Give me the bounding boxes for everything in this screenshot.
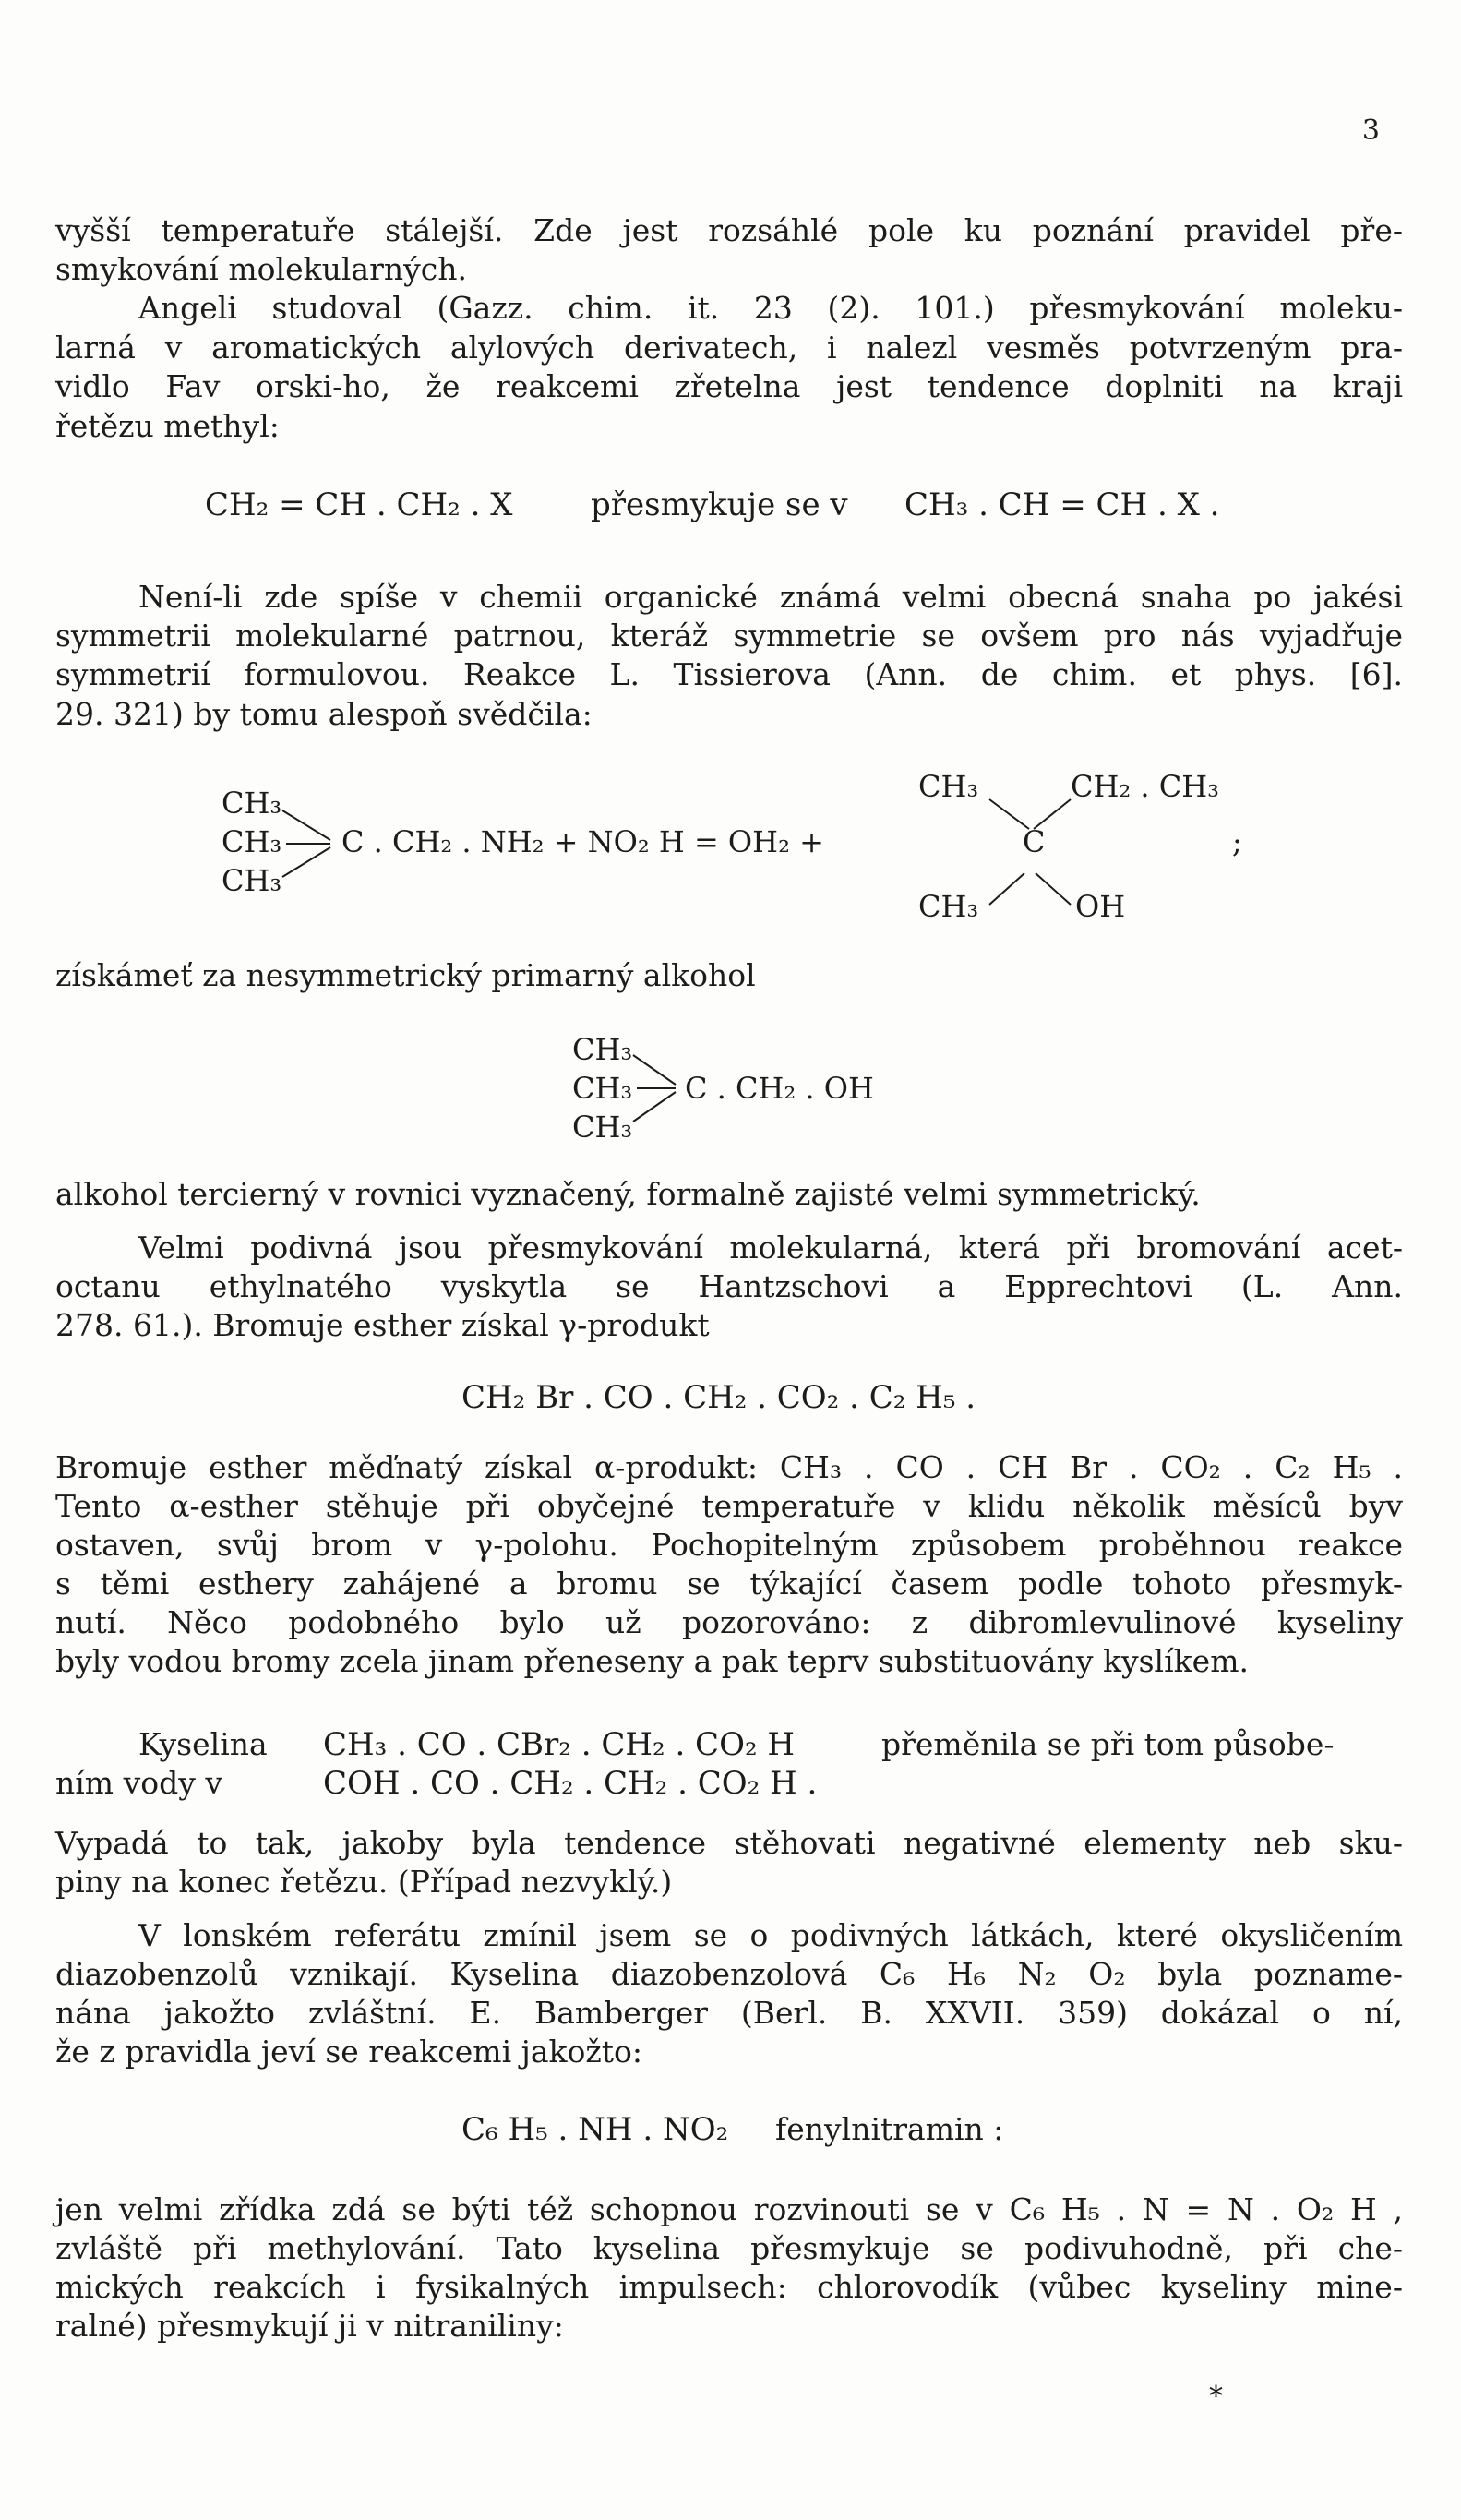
text-line: larná v aromatických alylových derivatech, i nalezl vesměs potvrzeným pra- [55,330,1403,366]
formula-fenylnitramin: C₆ H₅ . NH . NO₂ [461,2111,729,2148]
alcohol-body: C . CH₂ . OH [685,1071,874,1106]
text-line: vyšší temperatuře stálejší. Zde jest rozsáhlé pole ku poznání pravidel pře- [55,212,1403,248]
formula-allyl-left: CH₂ = CH . CH₂ . X [205,486,513,523]
text-line: Bromuje esther měďnatý získal α-produkt: CH₃ . CO . CH Br . CO₂ . C₂ H₅ . [55,1449,1403,1485]
hydroxyl-group: OH [1075,889,1126,924]
bond-lines-right [978,794,1089,932]
text-line: V lonském referátu zmínil jsem se o podivných látkách, které okysličením [138,1917,1403,1953]
ethyl-group: CH₂ . CH₃ [1071,769,1219,804]
text-line: zvláště při methylování. Tato kyselina přesmykuje se podivuhodně, při che- [55,2230,1403,2266]
formula-acid: CH₃ . CO . CBr₂ . CH₂ . CO₂ H [323,1726,796,1763]
formula-allyl-right: CH₃ . CH = CH . X . [904,486,1220,523]
text-line: ostaven, svůj brom v γ-polohu. Pochopitelným způsobem proběhnou reakce [55,1527,1403,1563]
text-line: symmetrií formulovou. Reakce L. Tissierova (Ann. de chim. et phys. [6]. [55,656,1403,692]
semicolon: ; [1232,824,1242,859]
text-fragment: Kyselina [138,1726,268,1762]
text-line: 29. 321) by tomu alespoň svědčila: [55,696,593,732]
methyl-group: CH₃ [918,769,979,804]
text-line: Tento α-esther stěhuje při obyčejné temperatuře v klidu několik měsíců byv [55,1488,1403,1524]
text-line: jen velmi zřídka zdá se býti též schopnou rozvinouti se v C₆ H₅ . N = N . O₂ H , [55,2191,1403,2227]
text-line: mických reakcích i fysikalných impulsech: chlorovodík (vůbec kyseliny mine- [55,2269,1403,2305]
text-line: alkohol tercierný v rovnici vyznačený, formalně zajisté velmi symmetrický. [55,1176,1201,1212]
formula-name: fenylnitramin : [775,2111,1004,2147]
methyl-group: CH₃ [222,863,282,898]
text-line: nána jakožto zvláštní. E. Bamberger (Berl. B. XXVII. 359) dokázal o ní, [55,1995,1403,2031]
methyl-group: CH₃ [918,889,979,924]
methyl-group: CH₃ [572,1110,633,1145]
formula-connector: přesmykuje se v [591,486,848,523]
text-line: Vypadá to tak, jakoby byla tendence stěhovati negativné elementy neb sku- [55,1825,1403,1861]
text-line: Velmi podivná jsou přesmykování molekularná, která při bromování acet- [138,1230,1403,1266]
text-line: řetězu methyl: [55,408,280,444]
text-line: piny na konec řetězu. (Případ nezvyklý.) [55,1864,673,1900]
equation-body: C . CH₂ . NH₂ + NO₂ H = OH₂ + [341,824,824,859]
methyl-group: CH₃ [572,1071,633,1106]
bond-lines-left [277,794,351,895]
text-line: Angeli studoval (Gazz. chim. it. 23 (2). 101.) přesmykování moleku- [138,290,1403,326]
text-line: Není-li zde spíše v chemii organické známá velmi obecná snaha po jakési [138,579,1403,615]
text-line: s těmi esthery zahájené a bromu se týkající časem podle tohoto přesmyk- [55,1566,1403,1602]
text-line: diazobenzolů vznikají. Kyselina diazobenzolová C₆ H₆ N₂ O₂ byla poznamе- [55,1956,1403,1992]
page-number: 3 [1361,114,1380,147]
text-fragment: přeměnila se při tom působe- [881,1726,1335,1762]
text-line: nutí. Něco podobného bylo už pozorováno: z dibromlevulinové kyseliny [55,1604,1403,1640]
text-line: že z pravidla jeví se reakcemi jakožto: [55,2034,643,2070]
methyl-group: CH₃ [222,786,282,821]
text-line: získámeť za nesymmetrický primarný alkohol [55,957,756,993]
text-line: ralné) přesmykují ji v nitraniliny: [55,2308,564,2344]
text-line: byly vodou bromy zcela jinam přeneseny a pak teprv substituovány kyslíkem. [55,1643,1249,1679]
carbon-center: C [1023,824,1046,859]
bond-lines [628,1038,692,1140]
formula-product: COH . CO . CH₂ . CH₂ . CO₂ H . [323,1765,818,1802]
methyl-group: CH₃ [222,824,282,859]
text-line: vidlo Fav orski-ho, že reakcemi zřetelna jest tendence doplniti na kraji [55,368,1403,404]
text-line: smykování molekularných. [55,251,467,287]
footer-asterisk: * [1209,2381,1223,2413]
methyl-group: CH₃ [572,1032,633,1067]
text-line: 278. 61.). Bromuje esther získal γ-produkt [55,1307,710,1343]
text-line: symmetrii molekularné patrnou, kteráž symmetrie se ovšem pro nás vyjadřuje [55,618,1403,654]
text-fragment: ním vody v [55,1765,223,1801]
formula-gamma-product: CH₂ Br . CO . CH₂ . CO₂ . C₂ H₅ . [461,1379,976,1416]
text-line: octanu ethylnatého vyskytla se Hantzschovi a Epprechtovi (L. Ann. [55,1268,1403,1304]
